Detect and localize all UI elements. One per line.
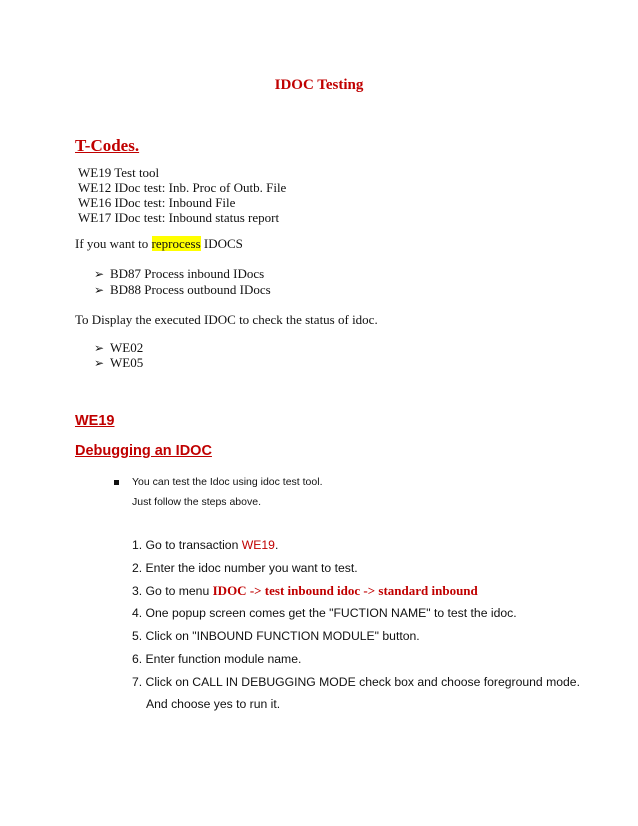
list-item-text: WE05 bbox=[110, 355, 144, 370]
list-item-text: You can test the Idoc using idoc test tool. bbox=[132, 476, 323, 488]
tcode-line: WE16 IDoc test: Inbound File bbox=[78, 195, 236, 210]
list-item bbox=[94, 266, 264, 282]
follow-steps-text: Just follow the steps above. bbox=[132, 496, 261, 508]
reprocess-line bbox=[75, 236, 243, 252]
arrow-bullet-icon: ➢ bbox=[94, 341, 105, 355]
step-menu-path: IDOC -> test inbound idoc -> standard inbound bbox=[212, 583, 478, 598]
display-text: To Display the executed IDOC to check the status of idoc. bbox=[75, 312, 378, 327]
step-2: 2. Enter the idoc number you want to test. bbox=[132, 561, 358, 575]
step-7: 7. Click on CALL IN DEBUGGING MODE check box and choose foreground mode. bbox=[132, 675, 580, 689]
tcode-line: WE17 IDoc test: Inbound status report bbox=[78, 210, 280, 225]
list-item-text: BD87 Process inbound IDocs bbox=[110, 266, 265, 281]
step-text: 3. Go to menu bbox=[132, 584, 213, 598]
step-6: 6. Enter function module name. bbox=[132, 652, 302, 666]
arrow-bullet-icon: ➢ bbox=[94, 283, 105, 297]
arrow-bullet-icon: ➢ bbox=[94, 267, 105, 281]
list-item bbox=[94, 282, 271, 298]
step-3 bbox=[132, 583, 478, 599]
tcode-line: WE12 IDoc test: Inb. Proc of Outb. File bbox=[78, 180, 287, 195]
list-item bbox=[94, 340, 143, 356]
debugging-heading: Debugging an IDOC bbox=[75, 443, 212, 459]
arrow-bullet-icon: ➢ bbox=[94, 356, 105, 370]
list-item bbox=[114, 476, 323, 488]
list-item-text: WE02 bbox=[110, 340, 144, 355]
reprocess-prefix: If you want to bbox=[75, 236, 152, 251]
tcode-line: WE19 Test tool bbox=[78, 165, 160, 180]
step-link-we19: WE19 bbox=[241, 538, 275, 552]
tcodes-heading: T-Codes. bbox=[75, 136, 140, 155]
reprocess-highlight: reprocess bbox=[151, 236, 201, 251]
reprocess-suffix: IDOCS bbox=[200, 236, 243, 251]
step-1 bbox=[132, 538, 278, 552]
step-4: 4. One popup screen comes get the "FUCTION NAME" to test the idoc. bbox=[132, 606, 517, 620]
document-title: IDOC Testing bbox=[274, 77, 364, 93]
list-item-text: BD88 Process outbound IDocs bbox=[110, 282, 271, 297]
list-item bbox=[94, 355, 143, 371]
we19-heading: WE19 bbox=[75, 413, 115, 429]
step-5: 5. Click on "INBOUND FUNCTION MODULE" button. bbox=[132, 629, 420, 643]
step-text: 1. Go to transaction bbox=[132, 538, 242, 552]
step-7-continued: And choose yes to run it. bbox=[146, 697, 281, 711]
step-text: . bbox=[274, 538, 279, 552]
square-bullet-icon bbox=[114, 480, 119, 485]
